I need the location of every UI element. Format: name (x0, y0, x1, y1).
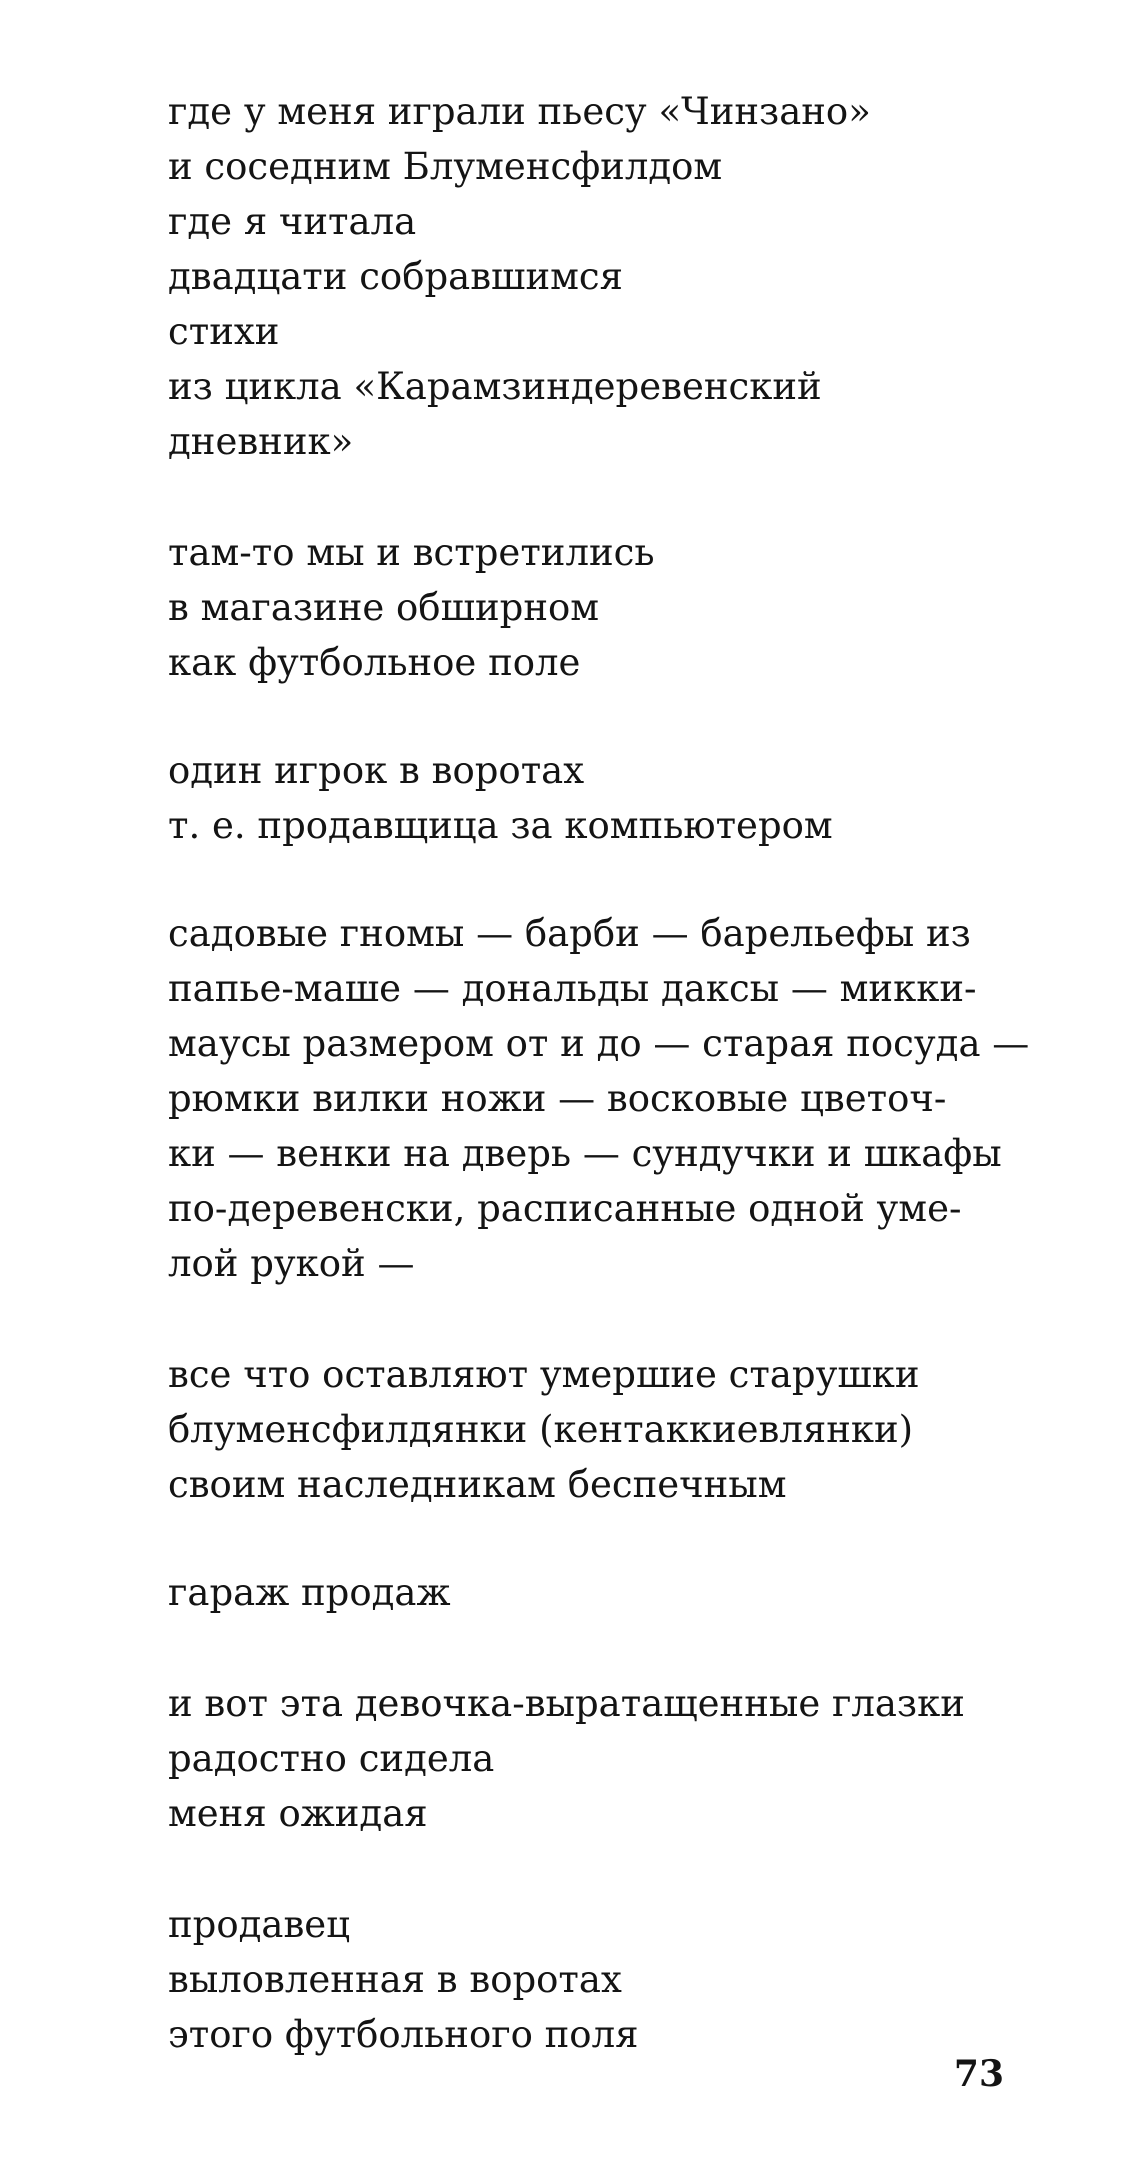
poem-line: все что оставляют умершие старушки (168, 1353, 920, 1396)
prose-line: рюмки вилки ножи — восковые цветоч- (168, 1077, 947, 1120)
poem-line: т. е. продавщица за компьютером (168, 804, 833, 847)
prose-line: лой рукой — (168, 1242, 415, 1285)
poem-line: где я читала (168, 200, 417, 243)
poem-line: там-то мы и встретились (168, 531, 655, 574)
poem-line: из цикла «Карамзиндеревенский (168, 365, 822, 408)
poem-line: и соседним Блуменсфилдом (168, 145, 723, 188)
poem-line: своим наследникам беспечным (168, 1463, 787, 1506)
stanza-8 (168, 1897, 1018, 2062)
poem-line: выловленная в воротах (168, 1958, 622, 2001)
poem-line: гараж продаж (168, 1571, 451, 1614)
poem-line: и вот эта девочка-выратащенные глазки (168, 1682, 965, 1725)
poem-line: один игрок в воротах (168, 749, 585, 792)
stanza-6 (168, 1565, 1018, 1620)
stanza-5 (168, 1347, 1018, 1512)
poem-line: блуменсфилдянки (кентаккиевлянки) (168, 1408, 914, 1451)
poem-line: как футбольное поле (168, 641, 581, 684)
poem-line: где у меня играли пьесу «Чинзано» (168, 90, 871, 133)
poem-line: продавец (168, 1903, 350, 1946)
stanza-4-prose (168, 906, 1030, 1291)
prose-line: папье-маше — дональды даксы — микки- (168, 967, 977, 1010)
prose-line: садовые гномы — барби — барельефы из (168, 912, 971, 955)
poem-text (168, 84, 1030, 2062)
poem-line: радостно сидела (168, 1737, 495, 1780)
poem-line: двадцати собравшимся (168, 255, 623, 298)
stanza-7 (168, 1676, 1018, 1841)
prose-line: по-деревенски, расписанные одной уме- (168, 1187, 962, 1230)
poem-line: дневник» (168, 420, 354, 463)
poem-line: этого футбольного поля (168, 2013, 639, 2056)
prose-line: ки — венки на дверь — сундучки и шкафы (168, 1132, 1002, 1175)
poem-line: стихи (168, 310, 280, 353)
stanza-1 (168, 84, 1018, 469)
page-number: 73 (953, 2053, 1004, 2095)
poem-line: в магазине обширном (168, 586, 600, 629)
stanza-2 (168, 525, 1018, 690)
stanza-3 (168, 743, 1018, 853)
poem-line: меня ожидая (168, 1792, 428, 1835)
prose-line: маусы размером от и до — старая посуда — (168, 1022, 1030, 1065)
